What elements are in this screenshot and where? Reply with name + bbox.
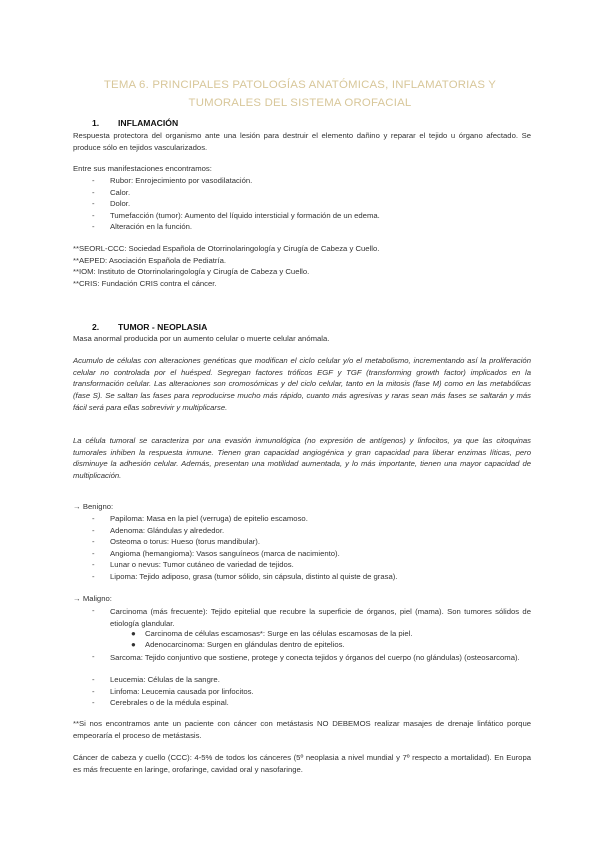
list-dash: - [92, 606, 95, 615]
note-line: **SEORL-CCC: Sociedad Española de Otorrinolaringología y Cirugía de Cabeza y Cuello. [73, 244, 380, 253]
list-dash: - [92, 537, 95, 546]
list-item: Calor. [110, 188, 131, 197]
metastasis-warning: **Si nos encontramos ante un paciente con cáncer con metástasis NO DEBEMOS realizar masajes de drenaje linfático porque empeoraría el proceso de metástasis. [73, 719, 531, 740]
list-item: Adenoma: Glándulas y alrededor. [110, 526, 225, 535]
list-dash: - [92, 572, 95, 581]
benign-heading: → Benigno: [73, 502, 114, 511]
title-line-2: TUMORALES DEL SISTEMA OROFACIAL [188, 97, 412, 109]
tumor-italic-paragraph-2: La célula tumoral se caracteriza por una evasión inmunológica (no expresión de antígenos) y linfocitos, ya que las citoquinas tumorales inhiben la respuesta inmune. Tienen gran capacidad angiogénica y gran capacidad para liberar enzimas líticas, pero disminuye la adhesión celular. Además, presentan una motilidad aumentada, y lo más importante, tienen una mayor capacidad de multiplicación. [73, 436, 531, 481]
list-dash: - [92, 652, 95, 661]
list-dash: - [92, 675, 95, 684]
page-title [70, 76, 530, 112]
list-item: Papiloma: Masa en la piel (verruga) de epitelio escamoso. [110, 514, 308, 523]
head-neck-cancer-paragraph: Cáncer de cabeza y cuello (CCC): 4-5% de todos los cánceres (5º neoplasia a nivel mundial y 7º respecto a mortalidad). En Europa es más frecuente en laringe, orofaringe, cavidad oral y nasofaringe. [73, 753, 531, 774]
list-dash: - [92, 199, 95, 208]
section-number: 2. [92, 322, 100, 332]
list-dash: - [92, 514, 95, 523]
bullet-dot: ● [131, 640, 136, 649]
list-item: Alteración en la función. [110, 222, 193, 231]
section-title: INFLAMACIÓN [118, 118, 179, 128]
malignant-heading: → Maligno: [73, 594, 112, 603]
list-dash: - [92, 188, 95, 197]
title-line-1: TEMA 6. PRINCIPALES PATOLOGÍAS ANATÓMICAS, INFLAMATORIAS Y [103, 79, 497, 91]
list-item-carcinoma: Carcinoma (más frecuente): Tejido epitelial que recubre la superficie de órganos, piel (mama). Son tumores sólidos de etiología glandular. [110, 607, 531, 628]
list-item: Dolor. [110, 199, 131, 208]
list-item: Linfoma: Leucemia causada por linfocitos. [110, 687, 254, 696]
section-number: 1. [92, 118, 100, 128]
list-dash: - [92, 176, 95, 185]
note-line: **CRIS: Fundación CRIS contra el cáncer. [73, 279, 217, 288]
list-dash: - [92, 560, 95, 569]
list-item: Angioma (hemangioma): Vasos sanguíneos (marca de nacimiento). [110, 549, 340, 558]
list-dash: - [92, 526, 95, 535]
list-item: Cerebrales o de la médula espinal. [110, 698, 229, 707]
list-item: Osteoma o torus: Hueso (torus mandibular). [110, 537, 260, 546]
list-dash: - [92, 222, 95, 231]
list-item-sarcoma: Sarcoma: Tejido conjuntivo que sostiene, protege y conecta tejidos y órganos del cuerpo (no glándulas) (osteosarcoma). [110, 653, 520, 662]
list-dash: - [92, 698, 95, 707]
sub-list-item: Carcinoma de células escamosas*: Surge en las células escamosas de la piel. [145, 629, 413, 638]
tumor-italic-paragraph-1: Acumulo de células con alteraciones genéticas que modifican el ciclo celular y/o el metabolismo, incrementando así la proliferación celular no controlada por el huésped. Segregan factores tróficos EGF y TGF (transforming growth factor) implicados en la transformación celular. Las alteraciones son cromosómicas y del ciclo celular, tanto en la mitosis (fase M) como en las metabólicas (fase S). Se saltan las fases para reproducirse mucho más rápido, cuanto más agresivas y raras sean más fases se saltarán y más fácil será para ellas sobrevivir y multiplicarse. [73, 356, 531, 412]
list-dash: - [92, 549, 95, 558]
list-item: Lunar o nevus: Tumor cutáneo de variedad de tejidos. [110, 560, 294, 569]
bullet-dot: ● [131, 629, 136, 638]
section-heading-inflamacion [92, 118, 178, 128]
sub-list-item: Adenocarcinoma: Surgen en glándulas dentro de epitelios. [145, 640, 345, 649]
manifestations-intro: Entre sus manifestaciones encontramos: [73, 164, 212, 173]
list-dash: - [92, 211, 95, 220]
section-title: TUMOR - NEOPLASIA [118, 322, 208, 332]
list-item: Lipoma: Tejido adiposo, grasa (tumor sólido, sin cápsula, distinto al quiste de grasa). [110, 572, 398, 581]
list-item: Rubor: Enrojecimiento por vasodilatación. [110, 176, 253, 185]
section-heading-tumor [92, 322, 207, 332]
note-line: **IOM: Instituto de Otorrinolaringología y Cirugía de Cabeza y Cuello. [73, 267, 310, 276]
note-line: **AEPED: Asociación Española de Pediatría. [73, 256, 226, 265]
inflamacion-definition: Respuesta protectora del organismo ante una lesión para destruir el elemento dañino y reparar el tejido u órgano afectado. Se produce sólo en tejidos vascularizados. [73, 131, 531, 152]
list-item: Tumefacción (tumor): Aumento del líquido intersticial y formación de un edema. [110, 211, 380, 220]
tumor-definition: Masa anormal producida por un aumento celular o muerte celular anómala. [73, 334, 330, 343]
list-item: Leucemia: Células de la sangre. [110, 675, 220, 684]
list-dash: - [92, 687, 95, 696]
